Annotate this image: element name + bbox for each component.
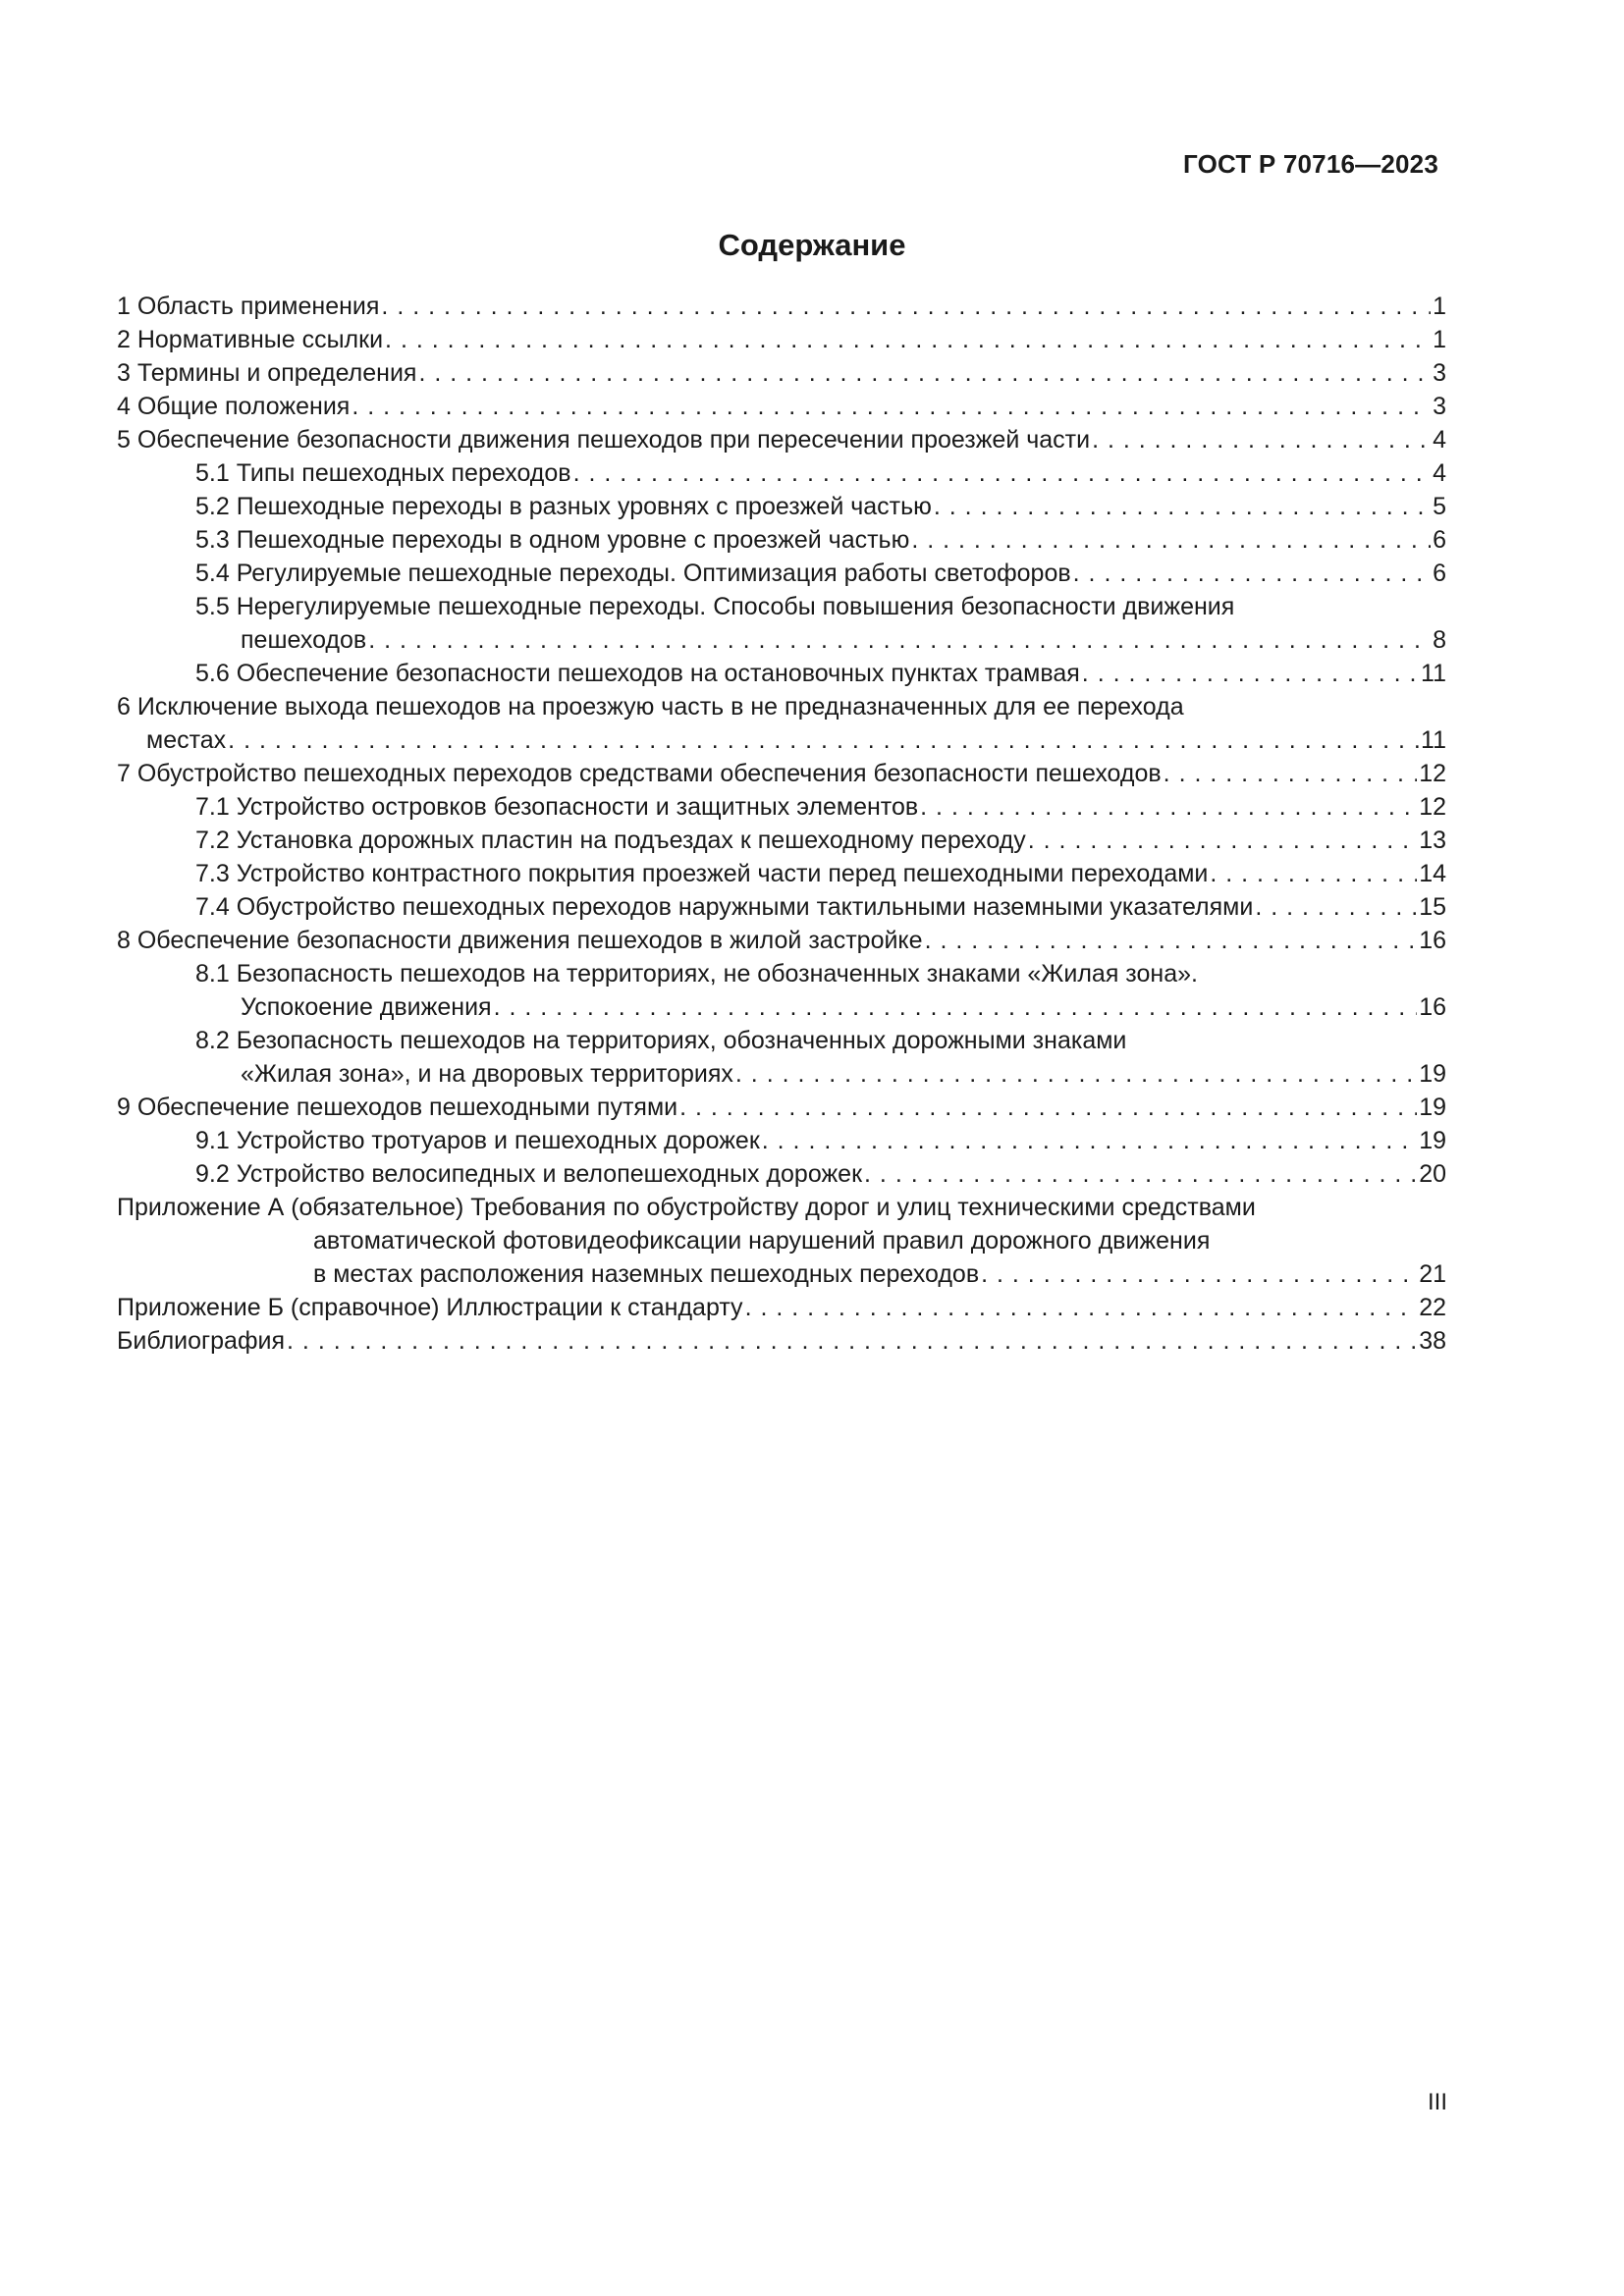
toc-entry-8[interactable] xyxy=(117,924,1446,957)
dot-leader xyxy=(1082,657,1419,690)
page-title: Содержание xyxy=(718,228,906,262)
toc-entry-5-6[interactable] xyxy=(117,657,1446,690)
toc-page-number: 22 xyxy=(1419,1294,1446,1321)
toc-page-number: 6 xyxy=(1433,526,1446,554)
toc-entry-text: в местах расположения наземных пешеходных переходов xyxy=(313,1260,980,1288)
toc-entry-text: 5.3 Пешеходные переходы в одном уровне с проезжей частью xyxy=(195,526,910,554)
toc-page-number: 16 xyxy=(1419,927,1446,954)
toc-page-number: 3 xyxy=(1433,359,1446,387)
toc-entry-text: 1 Область применения xyxy=(117,293,380,320)
document-code: ГОСТ Р 70716—2023 xyxy=(1183,149,1438,179)
dot-leader xyxy=(385,323,1431,356)
toc-page-number: 4 xyxy=(1433,459,1446,487)
toc-page-number: 12 xyxy=(1419,760,1446,787)
dot-leader xyxy=(1092,423,1431,456)
toc-entry-7[interactable] xyxy=(117,757,1446,790)
toc-entry-text: 5.6 Обеспечение безопасности пешеходов на остановочных пунктах трамвая xyxy=(195,660,1080,687)
toc-entry-text: 7 Обустройство пешеходных переходов средствами обеспечения безопасности пешеходов xyxy=(117,760,1162,787)
toc-entry-4[interactable] xyxy=(117,390,1446,423)
toc-entry-text: 3 Термины и определения xyxy=(117,359,417,387)
toc-entry-text: 4 Общие положения xyxy=(117,393,351,420)
dot-leader xyxy=(911,523,1431,557)
toc-entry-8-1[interactable] xyxy=(117,957,1446,990)
toc-entry-text: 7.4 Обустройство пешеходных переходов наружными тактильными наземными указателями xyxy=(195,893,1254,921)
toc-entry-5[interactable] xyxy=(117,423,1446,456)
toc-page-number: 1 xyxy=(1433,293,1446,320)
toc-entry-text: 9.1 Устройство тротуаров и пешеходных дорожек xyxy=(195,1127,760,1154)
toc-entry-1[interactable] xyxy=(117,290,1446,323)
toc-entry-appendix-b[interactable] xyxy=(117,1291,1446,1324)
toc-entry-7-4[interactable] xyxy=(117,890,1446,924)
dot-leader xyxy=(368,623,1431,657)
dot-leader xyxy=(494,990,1418,1024)
toc-entry-2[interactable] xyxy=(117,323,1446,356)
dot-leader xyxy=(735,1057,1417,1091)
dot-leader xyxy=(981,1257,1417,1291)
toc-entry-6-continuation[interactable] xyxy=(117,723,1446,757)
toc-entry-text: автоматической фотовидеофиксации нарушений правил дорожного движения xyxy=(313,1227,1211,1255)
dot-leader xyxy=(934,490,1431,523)
toc-page-number: 1 xyxy=(1433,326,1446,353)
toc-entry-text: 7.3 Устройство контрастного покрытия проезжей части перед пешеходными переходами xyxy=(195,860,1209,887)
toc-entry-5-3[interactable] xyxy=(117,523,1446,557)
toc-page-number: 13 xyxy=(1419,827,1446,854)
toc-entry-5-4[interactable] xyxy=(117,557,1446,590)
toc-entry-text: 5.1 Типы пешеходных переходов xyxy=(195,459,571,487)
toc-entry-5-5-continuation[interactable] xyxy=(117,623,1446,657)
toc-entry-text: 8 Обеспечение безопасности движения пешеходов в жилой застройке xyxy=(117,927,923,954)
toc-entry-text: пешеходов xyxy=(241,626,367,654)
toc-entry-7-2[interactable] xyxy=(117,824,1446,857)
toc-page-number: 6 xyxy=(1433,560,1446,587)
toc-page-number: 11 xyxy=(1421,660,1446,687)
toc-page-number: 19 xyxy=(1419,1060,1446,1088)
toc-entry-7-3[interactable] xyxy=(117,857,1446,890)
toc-entry-5-5[interactable] xyxy=(117,590,1446,623)
toc-entry-text: Приложение А (обязательное) Требования по обустройству дорог и улиц техническими средствами xyxy=(117,1194,1256,1221)
toc-entry-text: 2 Нормативные ссылки xyxy=(117,326,384,353)
toc-entry-6[interactable] xyxy=(117,690,1446,723)
toc-entry-text: 5.5 Нерегулируемые пешеходные переходы. Способы повышения безопасности движения xyxy=(195,593,1235,620)
toc-entry-appendix-a-line2[interactable] xyxy=(117,1224,1446,1257)
toc-entry-text: 9 Обеспечение пешеходов пешеходными путями xyxy=(117,1094,678,1121)
toc-entry-text: Успокоение движения xyxy=(241,993,492,1021)
toc-page-number: 15 xyxy=(1419,893,1446,921)
page-number: III xyxy=(1427,2089,1447,2115)
table-of-contents xyxy=(117,290,1446,1358)
dot-leader xyxy=(573,456,1432,490)
toc-page-number: 5 xyxy=(1433,493,1446,520)
toc-entry-8-2[interactable] xyxy=(117,1024,1446,1057)
dot-leader xyxy=(418,356,1431,390)
toc-page-number: 20 xyxy=(1419,1160,1446,1188)
toc-entry-8-1-continuation[interactable] xyxy=(117,990,1446,1024)
dot-leader xyxy=(1073,557,1431,590)
toc-page-number: 3 xyxy=(1433,393,1446,420)
toc-entry-text: Библиография xyxy=(117,1327,286,1355)
toc-page-number: 14 xyxy=(1419,860,1446,887)
toc-entry-appendix-a[interactable] xyxy=(117,1191,1446,1224)
toc-entry-3[interactable] xyxy=(117,356,1446,390)
toc-page-number: 19 xyxy=(1419,1094,1446,1121)
toc-entry-5-1[interactable] xyxy=(117,456,1446,490)
dot-leader xyxy=(920,790,1417,824)
toc-entry-9-2[interactable] xyxy=(117,1157,1446,1191)
toc-entry-text: 8.1 Безопасность пешеходов на территориях, не обозначенных знаками «Жилая зона». xyxy=(195,960,1198,988)
toc-page-number: 11 xyxy=(1421,726,1446,754)
toc-entry-appendix-a-line3[interactable] xyxy=(117,1257,1446,1291)
toc-entry-text: «Жилая зона», и на дворовых территориях xyxy=(241,1060,733,1088)
toc-entry-9[interactable] xyxy=(117,1091,1446,1124)
toc-page-number: 4 xyxy=(1433,426,1446,454)
toc-entry-text: 5.4 Регулируемые пешеходные переходы. Оптимизация работы светофоров xyxy=(195,560,1071,587)
dot-leader xyxy=(228,723,1419,757)
dot-leader xyxy=(762,1124,1417,1157)
toc-page-number: 16 xyxy=(1419,993,1446,1021)
toc-entry-text: 5 Обеспечение безопасности движения пешеходов при пересечении проезжей части xyxy=(117,426,1091,454)
toc-entry-text: 6 Исключение выхода пешеходов на проезжую часть в не предназначенных для ее перехода xyxy=(117,693,1184,721)
dot-leader xyxy=(1028,824,1417,857)
dot-leader xyxy=(1255,890,1417,924)
toc-page-number: 8 xyxy=(1433,626,1446,654)
toc-entry-text: Приложение Б (справочное) Иллюстрации к стандарту xyxy=(117,1294,743,1321)
toc-entry-text: 7.2 Установка дорожных пластин на подъездах к пешеходному переходу xyxy=(195,827,1026,854)
dot-leader xyxy=(1210,857,1417,890)
toc-entry-text: 8.2 Безопасность пешеходов на территориях, обозначенных дорожными знаками xyxy=(195,1027,1127,1054)
dot-leader xyxy=(352,390,1431,423)
toc-entry-9-1[interactable] xyxy=(117,1124,1446,1157)
toc-page-number: 21 xyxy=(1419,1260,1446,1288)
toc-page-number: 38 xyxy=(1419,1327,1446,1355)
toc-entry-8-2-continuation[interactable] xyxy=(117,1057,1446,1091)
toc-page-number: 12 xyxy=(1419,793,1446,821)
toc-entry-text: 7.1 Устройство островков безопасности и защитных элементов xyxy=(195,793,919,821)
toc-entry-text: местах xyxy=(146,726,227,754)
toc-entry-text: 5.2 Пешеходные переходы в разных уровнях с проезжей частью xyxy=(195,493,932,520)
dot-leader xyxy=(745,1291,1418,1324)
dot-leader xyxy=(925,924,1418,957)
dot-leader xyxy=(1164,757,1418,790)
toc-entry-bibliography[interactable] xyxy=(117,1324,1446,1358)
toc-entry-5-2[interactable] xyxy=(117,490,1446,523)
toc-page-number: 19 xyxy=(1419,1127,1446,1154)
toc-entry-text: 9.2 Устройство велосипедных и велопешеходных дорожек xyxy=(195,1160,863,1188)
dot-leader xyxy=(381,290,1431,323)
dot-leader xyxy=(287,1324,1417,1358)
toc-entry-7-1[interactable] xyxy=(117,790,1446,824)
dot-leader xyxy=(864,1157,1417,1191)
dot-leader xyxy=(679,1091,1417,1124)
